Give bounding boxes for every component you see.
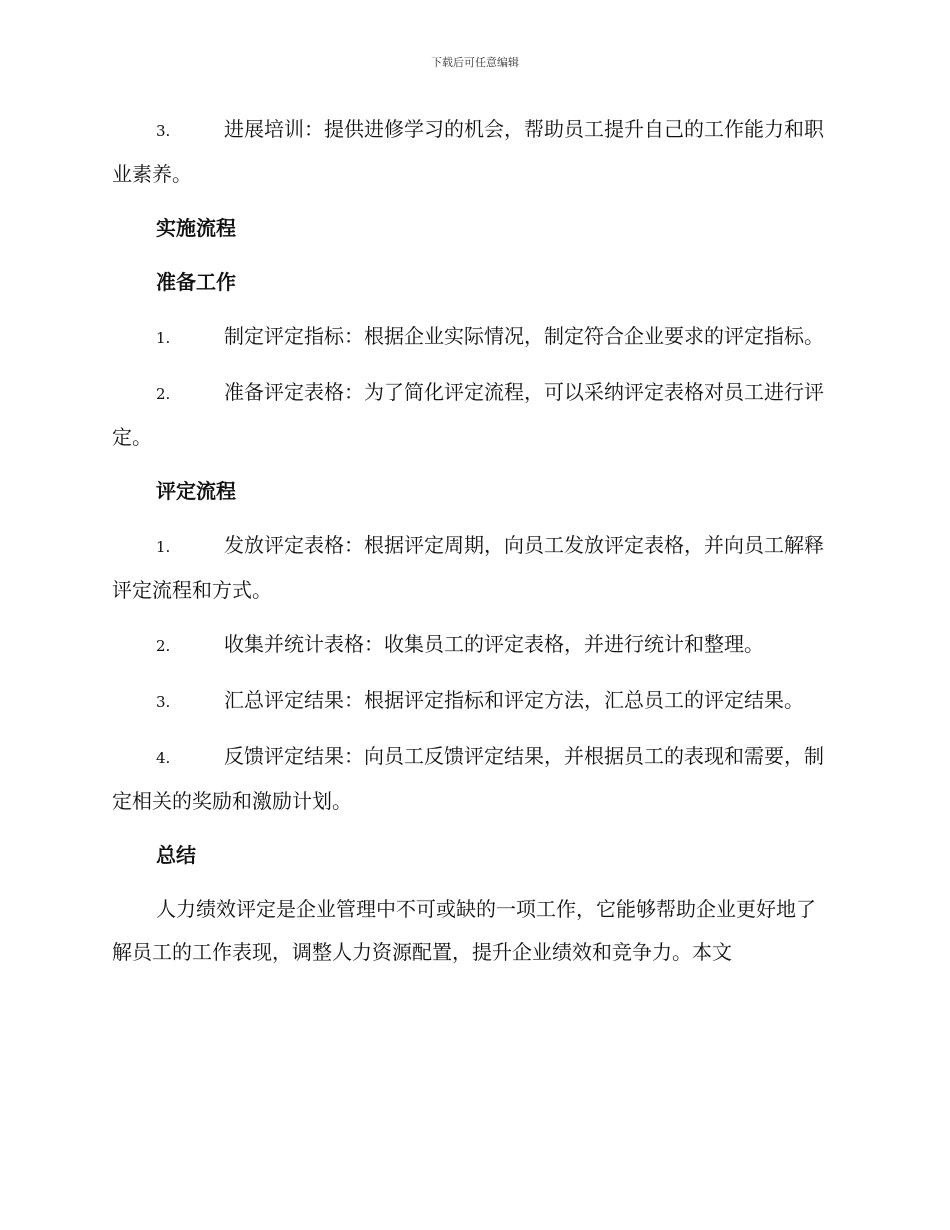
list-item-number: 2. [156, 385, 171, 403]
list-item [112, 371, 832, 459]
list-item-number: 2. [156, 637, 171, 655]
list-item [112, 108, 832, 196]
list-item-text: 制定评定指标：根据企业实际情况，制定符合企业要求的评定指标。 [224, 324, 824, 348]
list-item-text: 反馈评定结果：向员工反馈评定结果，并根据员工的表现和需要，制定相关的奖励和激励计划。 [112, 744, 824, 813]
section-heading-preparation: 准备工作 [156, 270, 236, 294]
list-item-text: 发放评定表格：根据评定周期，向员工发放评定表格，并向员工解释评定流程和方式。 [112, 533, 824, 602]
list-item [112, 679, 832, 724]
list-item [112, 315, 832, 360]
list-item-number: 1. [156, 538, 171, 556]
list-item-number: 3. [156, 122, 171, 140]
list-item-text: 进展培训：提供进修学习的机会，帮助员工提升自己的工作能力和职业素养。 [112, 117, 824, 186]
list-item [112, 524, 832, 612]
list-item-number: 3. [156, 693, 171, 711]
list-item-text: 汇总评定结果：根据评定指标和评定方法，汇总员工的评定结果。 [224, 688, 804, 712]
list-item-number: 1. [156, 329, 171, 347]
document-body [112, 108, 832, 974]
list-item [112, 623, 832, 668]
summary-paragraph: 人力绩效评定是企业管理中不可或缺的一项工作，它能够帮助企业更好地了解员工的工作表现，调整人力资源配置，提升企业绩效和竞争力。本文 [112, 897, 816, 964]
section-heading-implementation: 实施流程 [156, 216, 236, 240]
list-item-text: 准备评定表格：为了简化评定流程，可以采纳评定表格对员工进行评定。 [112, 380, 824, 449]
list-item-text: 收集并统计表格：收集员工的评定表格，并进行统计和整理。 [224, 632, 764, 656]
list-item-number: 4. [156, 749, 171, 767]
section-heading-summary: 总结 [156, 843, 196, 867]
section-heading-evaluation: 评定流程 [156, 479, 236, 503]
page-header: 下载后可任意编辑 [431, 56, 519, 69]
list-item [112, 735, 832, 823]
